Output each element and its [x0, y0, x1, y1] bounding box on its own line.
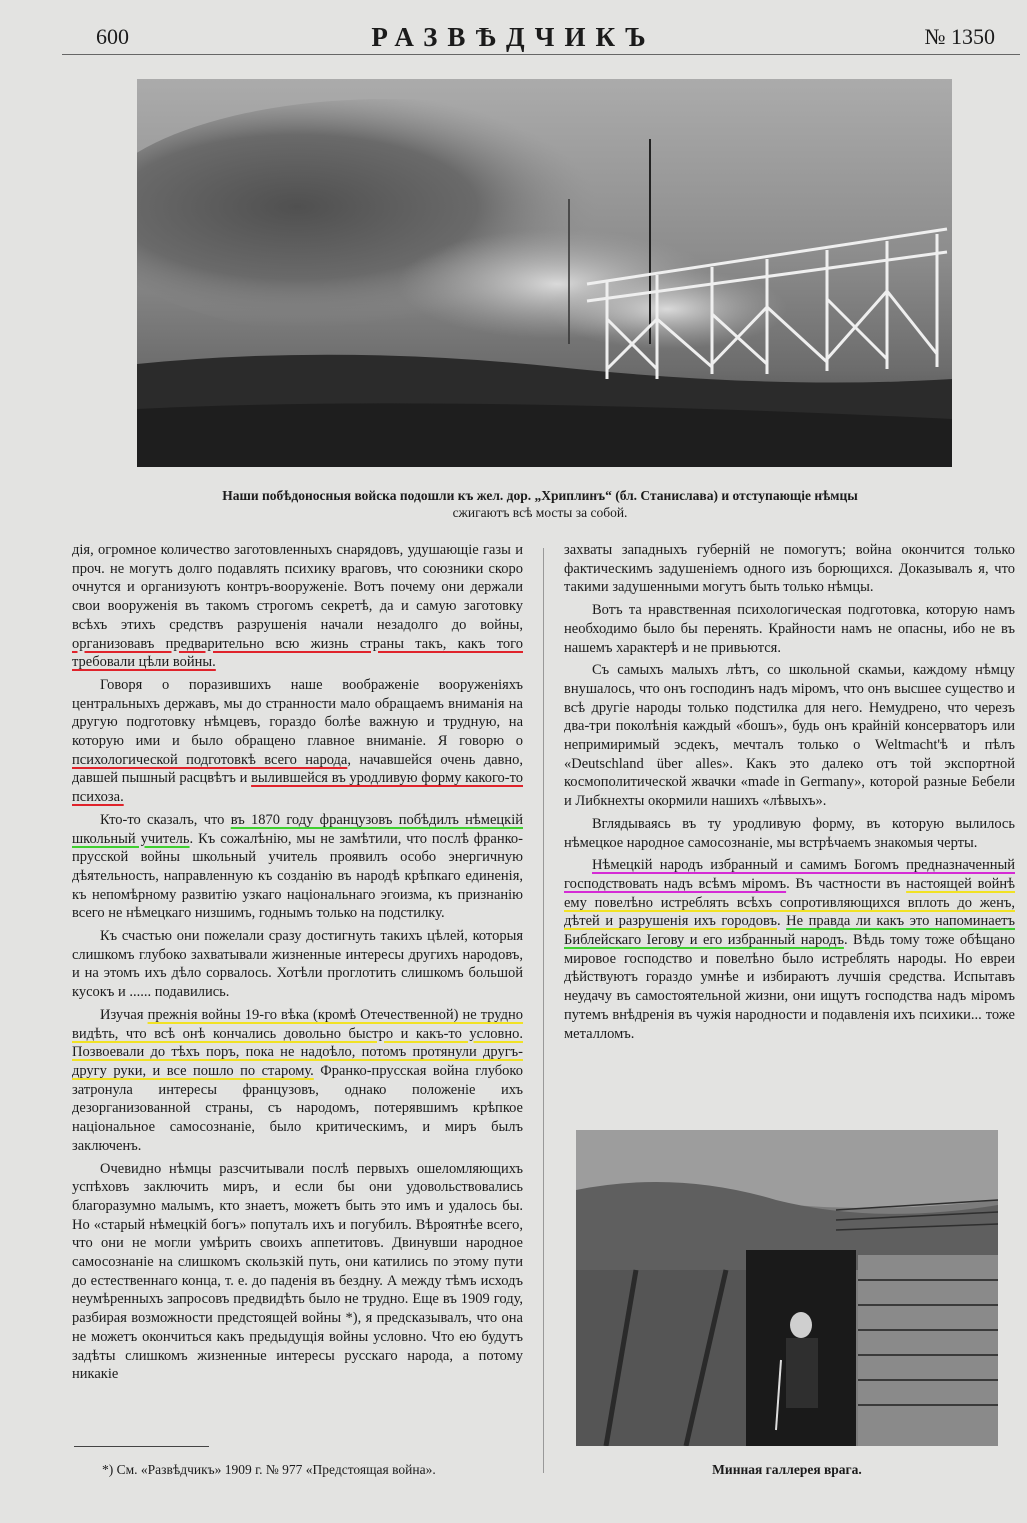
text-run: дія, огромное количество заготовленныхъ снарядовъ, удушающіе газы и проч. не могутъ долго подавлять психику враговъ, что союзники скоро очнутся и организуютъ контръ-вооруженіе. Вотъ почему они держали свои вооруженія въ такомъ строгомъ секретѣ, да и самую заготовку всѣхъ этихъ средствъ разрушенія начали незадолго до войны,	[72, 542, 523, 633]
right-paragraph: Вглядываясь въ ту уродливую форму, въ которую вылилось нѣмецкое народное самосознаніе, мы встрѣчаемъ знакомыя черты.	[564, 815, 1015, 851]
left-paragraph: Къ счастью они пожелали сразу достигнуть такихъ цѣлей, которыя слишкомъ глубоко захватывали жизненные интересы другихъ народовъ, и на этомъ ихъ дѣло сорвалось. Хотѣли проглотить слишкомъ большой кусокъ и ...... подавились.	[72, 928, 523, 1001]
right-paragraph: Съ самыхъ малыхъ лѣтъ, со школьной скамьи, каждому нѣмцу внушалось, что онъ господинъ надъ міромъ, что онъ высшее существо и всѣ другіе народы только подстилка для него. Немудрено, что черезъ два-три поколѣнія каждый «бошъ», будь онъ крайній консерваторъ или непримиримый эсдекъ, мечталъ только о Weltmacht'ѣ и пѣлъ «Deutschland über alles». Какъ это далеко отъ той экспортной космополитической жвачки «made in Germany», которой разные Бебели и Либкнехты окормили нашихъ «лѣвыхъ».	[564, 662, 1015, 810]
footnote-rule	[74, 1446, 209, 1447]
text-run: . Вѣдь тому тоже обѣщано мировое господство и повелѣно было истреблять народы. Но евреи дѣйствуютъ гораздо умнѣе и избираютъ лучшія средства. Испытавъ неудачу въ самостоятельной жизни, они ищутъ господства надъ міромъ путемъ внѣдренія въ чужія народности и подавленія ихъ психики... тоже металломъ.	[564, 932, 1015, 1042]
green-underlined-text: въ 1870 году французовъ побѣдилъ нѣмецкій школьный учитель	[72, 811, 523, 847]
column-divider	[543, 548, 544, 1473]
red-underlined-text: вылившейся въ уродливую форму какого-то психоза.	[72, 770, 523, 806]
right-paragraph: захваты западныхъ губерній не помогутъ; война окончится только фактическимъ задушеніемъ одного изъ борющихся. Доказывалъ я, что такими задушенными могутъ быть только нѣмцы.	[564, 542, 1015, 596]
page-number: 600	[96, 24, 129, 49]
left-paragraph	[72, 811, 523, 923]
issue-number: № 1350	[924, 24, 995, 49]
masthead-title: РАЗВѢДЧИКЪ	[371, 22, 656, 52]
green-underlined-text: Не правда ли какъ это напоминаетъ Библейскаго Іегову и его избранный народъ	[564, 913, 1016, 949]
footnote: *) См. «Развѣдчикъ» 1909 г. № 977 «Предстоящая война».	[102, 1462, 436, 1477]
header-rule	[62, 54, 1020, 55]
text-run: Изучая	[100, 1006, 148, 1023]
text-run: Кто-то сказалъ, что	[100, 811, 231, 828]
text-run: Говоря о поразившихъ наше воображеніе вооруженіяхъ центральныхъ державъ, мы до странности мало обращаемъ вниманія на другую подготовку нѣмцевъ, гораздо болѣе важную и трудную, на которую ими и было обращено главное вниманіе. Я говорю о	[72, 676, 523, 750]
magenta-underlined-text: Нѣмецкій народъ избранный и самимъ Богомъ предназначенный господствовать надъ всѣмъ міромъ	[564, 857, 1015, 892]
right-column	[564, 541, 1015, 1047]
text-run: . Къ сожалѣнію, мы не замѣтили, что послѣ франко-прусской войны школьный учитель проявилъ особо энергичную дѣятельность, направленную къ созданію въ народѣ крѣпкаго единенія, къ непомѣрному развитію узкаго національнаго эгоизма, къ признанію всего не нѣмецкаго низшимъ, годнымъ только на подстилку.	[72, 830, 523, 922]
text-run: . Въ частности въ	[786, 875, 907, 892]
caption-line-2: сжигаютъ всѣ мосты за собой.	[452, 505, 628, 520]
bridge-photo-caption	[100, 487, 980, 521]
text-run: , начавшейся очень давно, давшей пышный расцвѣтъ и	[72, 751, 523, 787]
text-run: .	[776, 913, 787, 930]
caption-line-1: Наши побѣдоносныя войска подошли къ жел. дор. „Хриплинъ“ (бл. Станислава) и отступающіе нѣмцы	[222, 488, 858, 503]
left-column	[72, 541, 523, 1388]
text-run: Франко-прусская война глубоко затронула интересы французовъ, однако положеніе ихъ дезорганизованной страны, съ народомъ, потерявшимъ крѣпкое національное самосознаніе, было критическимъ, и миръ былъ заключенъ.	[72, 1062, 523, 1154]
red-underlined-text: психологической подготовкѣ всего народа	[72, 751, 348, 768]
left-paragraph	[72, 676, 523, 807]
left-paragraph	[72, 541, 523, 672]
yellow-underlined-text: прежнія войны 19-го вѣка (кромѣ Отечественной) не трудно видѣть, что всѣ онѣ кончались довольно быстро и какъ-то условно. Позвоевали до тѣхъ поръ, пока не надоѣло, потомъ протянули другъ-другу руки, и все пошло по старому.	[72, 1006, 524, 1079]
mine-gallery-photo	[576, 1130, 998, 1446]
page-header	[0, 22, 1027, 52]
right-paragraph	[564, 856, 1015, 1043]
mine-gallery-caption: Минная галлерея врага.	[712, 1462, 862, 1477]
yellow-underlined-text: настоящей войнѣ ему повелѣно истреблять всѣхъ сопротивляющихся вплоть до женъ, дѣтей и разрушенія ихъ городовъ	[564, 875, 1016, 930]
red-underlined-text: организовавъ предварительно всю жизнь страны такъ, какъ того требовали цѣли войны.	[72, 635, 523, 671]
right-paragraph: Вотъ та нравственная психологическая подготовка, которую намъ необходимо было бы перенять. Крайности намъ не опасны, ибо не въ нашемъ характерѣ и не привьются.	[564, 602, 1015, 656]
left-paragraph: Очевидно нѣмцы разсчитывали послѣ первыхъ ошеломляющихъ успѣховъ заключить миръ, и если бы они удовольствовались благоразумно малымъ, кто знаетъ, можетъ быть это имъ и удалось бы. Но «старый нѣмецкій богъ» попуталъ ихъ и погубилъ. Вѣроятнѣе всего, что они не могли умѣрить своихъ аппетитовъ. Двинувши народное самосознаніе на слишкомъ скользкій путь, они катились по этому пути до естественнаго конца, т. е. до паденія въ бездну. А между тѣмъ исходъ неумѣренныхъ запросовъ предвидѣть было не трудно. Еще въ 1909 году, разбирая возможности предстоящей войны *), я предсказывалъ, что она не можетъ окончиться какъ предыдущія войны условно. Что ею будутъ задѣты слишкомъ жизненные интересы русскаго народа, а потому никакіе	[72, 1160, 523, 1383]
left-paragraph	[72, 1006, 523, 1156]
bridge-photo	[137, 79, 952, 467]
